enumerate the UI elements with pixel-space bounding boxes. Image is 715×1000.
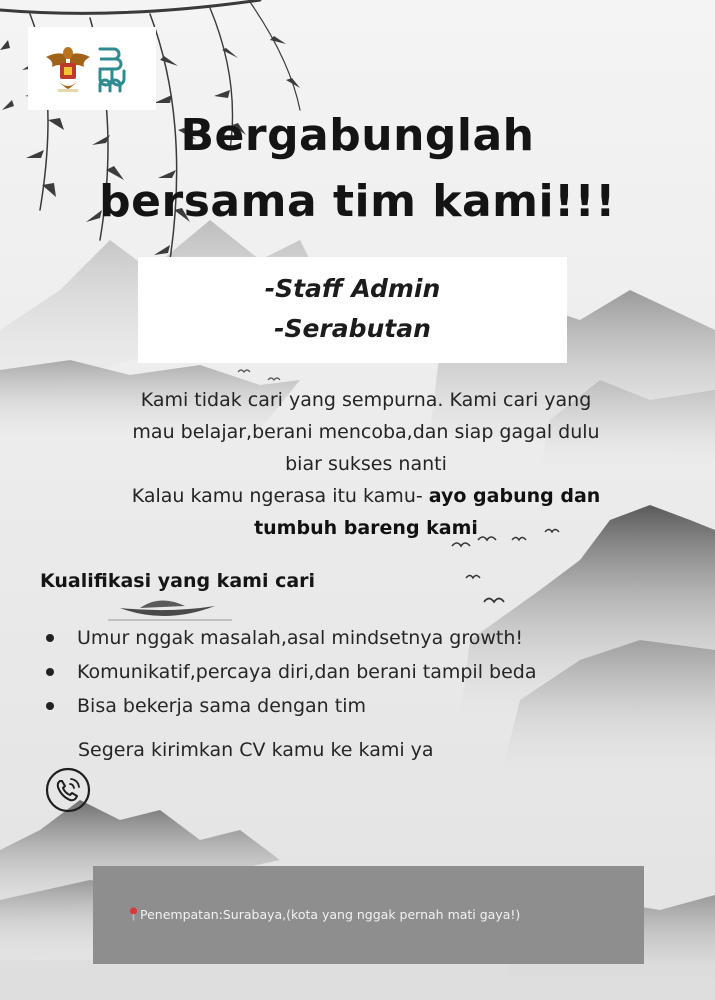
intro-line-2: mau belajar,berani mencoba,dan siap gagal dulu <box>132 421 600 443</box>
role-serabutan: -Serabutan <box>274 314 431 343</box>
phone-icon[interactable] <box>44 766 92 814</box>
location-box <box>93 866 644 964</box>
page-headline <box>0 103 715 235</box>
qualification-text: Umur nggak masalah,asal mindsetnya growth! <box>77 627 523 649</box>
qualification-text: Komunikatif,percaya diri,dan berani tampil beda <box>77 661 537 683</box>
cta-text: Segera kirimkan CV kamu ke kami ya <box>78 739 434 761</box>
location-text: Penempatan:Surabaya,(kota yang nggak pernah mati gaya!) <box>140 907 521 922</box>
qualification-text: Bisa bekerja sama dengan tim <box>77 695 366 717</box>
intro-paragraph <box>60 384 672 544</box>
intro-line-4 <box>60 480 672 512</box>
intro-line-3: biar sukses nanti <box>285 453 447 475</box>
bullet-icon <box>46 702 54 710</box>
list-item <box>46 689 536 723</box>
location-line <box>129 906 520 924</box>
qualifications-list <box>46 621 536 723</box>
headline-line-2: bersama tim kami!!! <box>99 176 616 227</box>
garuda-emblem-icon <box>28 27 156 110</box>
intro-line-4-prefix: Kalau kamu ngerasa itu kamu- <box>131 485 429 507</box>
bumn-logo-wordmark <box>94 45 134 93</box>
intro-line-5-emphasis: tumbuh bareng kami <box>254 517 478 539</box>
bumn-logo-card <box>28 27 156 110</box>
bullet-icon <box>46 634 54 642</box>
intro-line-1: Kami tidak cari yang sempurna. Kami cari yang <box>140 389 592 411</box>
headline-line-1: Bergabunglah <box>180 110 535 161</box>
list-item <box>46 655 536 689</box>
intro-line-5 <box>60 512 672 544</box>
map-pin-icon <box>129 907 138 921</box>
list-item <box>46 621 536 655</box>
roles-box <box>138 257 567 363</box>
bullet-icon <box>46 668 54 676</box>
qualifications-title: Kualifikasi yang kami cari <box>40 570 316 592</box>
bumn-logo-icon <box>94 45 134 93</box>
intro-line-4-emphasis: ayo gabung dan <box>428 485 601 507</box>
role-staff-admin: -Staff Admin <box>264 274 441 303</box>
